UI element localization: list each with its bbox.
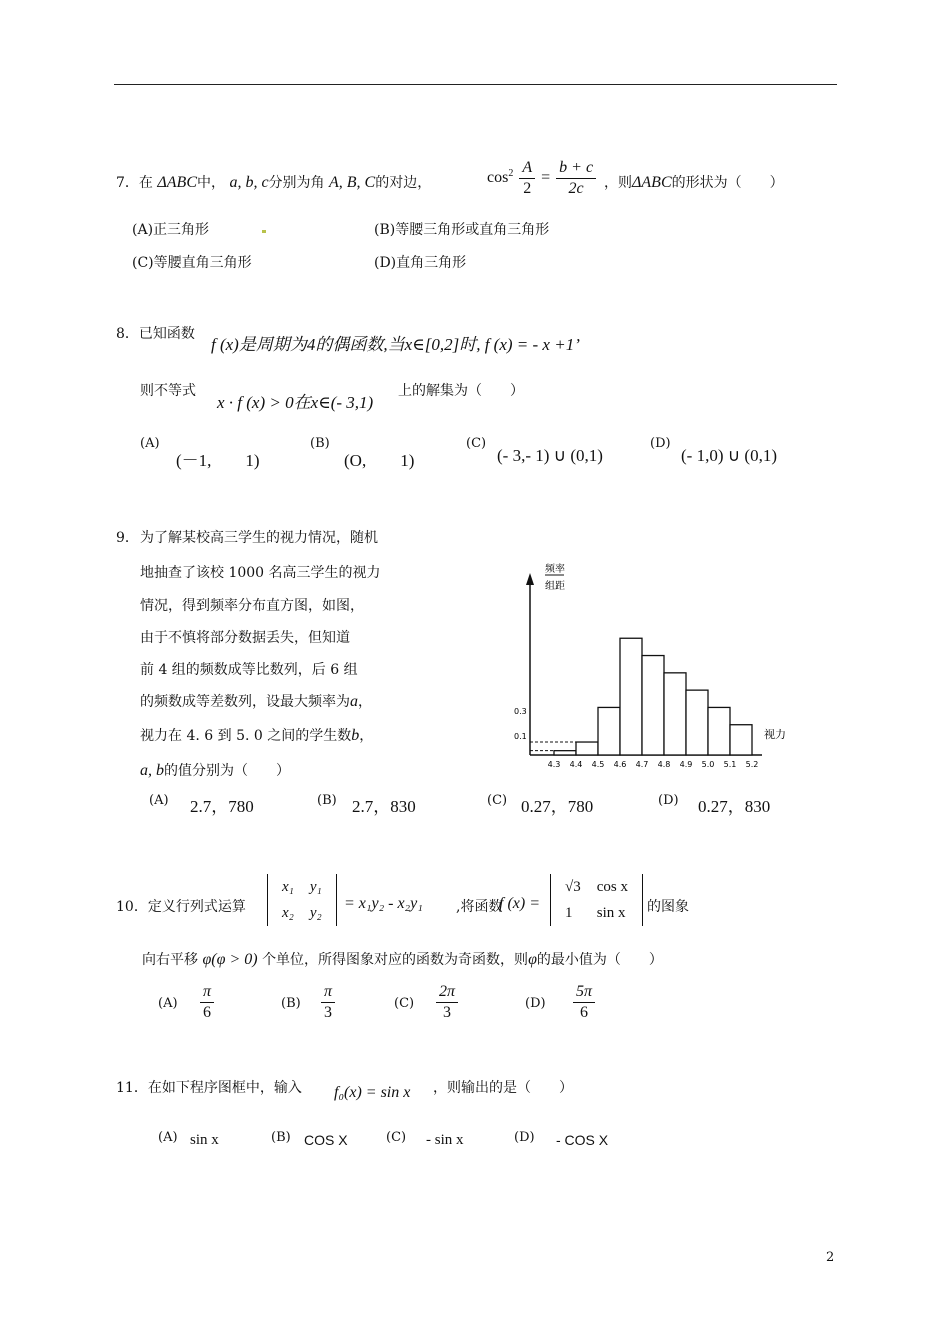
q10-option-a-num: π xyxy=(200,982,214,1003)
q9-line-1: 为了解某校高三学生的视力情况，随机 xyxy=(140,530,378,546)
chart-bar-4.4 xyxy=(576,742,598,755)
q10-line-2 xyxy=(142,949,663,969)
q10-sqrt3: √3 xyxy=(565,879,581,895)
q9-option-b-value: 2.7，830 xyxy=(352,797,416,816)
chart-xtick-4.5: 4.5 xyxy=(591,760,605,769)
q7-text: 在 xyxy=(138,175,153,191)
q9-number: 9． xyxy=(116,530,139,546)
chart-xtick-4.3: 4.3 xyxy=(547,760,561,769)
chart-bar-4.3 xyxy=(554,751,576,755)
chart-bar-4.8 xyxy=(664,673,686,755)
q10-option-d-label: (D) xyxy=(525,996,546,1011)
q9-option-b-label: (B) xyxy=(317,793,337,808)
chart-xtick-4.8: 4.8 xyxy=(657,760,671,769)
q10-option-b-den: 3 xyxy=(324,1004,332,1021)
page-number: 2 xyxy=(826,1250,835,1265)
q7-frac-b-den: 2c xyxy=(568,180,584,197)
q10-rhs: = x₁y₂ - x₂y₁ xyxy=(344,895,423,912)
q11-option-d-label: (D) xyxy=(514,1130,535,1145)
question-8-stem xyxy=(116,323,195,343)
chart-xtick-5.2: 5.2 xyxy=(745,760,759,769)
q7-number: 7． xyxy=(116,175,139,191)
q7-angles: A, B, C xyxy=(329,174,376,191)
q8-formula-1: f (x)是周期为4的偶函数,当x∈[0,2]时, f (x) = - x +1’ xyxy=(211,335,580,354)
q9-comma: ， xyxy=(358,694,372,710)
chart-bar-4.5 xyxy=(598,707,620,755)
q11-option-c-value: - sin x xyxy=(426,1132,464,1148)
q7-text: 中， xyxy=(196,175,225,191)
q10-text: 定义行列式运算 xyxy=(147,899,246,915)
chart-xtick-4.7: 4.7 xyxy=(635,760,649,769)
q7-equals: = xyxy=(541,169,551,187)
q7-triangle: ΔABC xyxy=(157,174,197,191)
q10-y2: y₂ xyxy=(309,905,322,921)
q10-option-d-frac xyxy=(573,982,595,1023)
header-rule xyxy=(114,84,837,85)
q10-option-b-frac xyxy=(321,982,335,1023)
q9-line-2: 地抽查了该校 1000 名高三学生的视力 xyxy=(140,565,381,581)
stray-mark xyxy=(262,230,266,233)
q10-number: 10． xyxy=(116,899,148,915)
question-11-stem xyxy=(116,1077,302,1097)
q10-det-1 xyxy=(267,874,337,926)
q10-x2: x₂ xyxy=(282,905,294,921)
q10-option-d-num: 5π xyxy=(573,982,595,1003)
chart-ylabel-top: 频率 xyxy=(545,564,565,575)
q9-comma: ， xyxy=(359,728,374,744)
q11-option-d-value: - COS X xyxy=(556,1132,609,1148)
q11-option-a-label: (A) xyxy=(158,1130,178,1145)
q10-one: 1 xyxy=(565,905,573,921)
q11-number: 11． xyxy=(116,1080,148,1096)
q7-square: 2 xyxy=(508,167,514,179)
q9-line-7-text: 视力在 4. 6 到 5. 0 之间的学生数 xyxy=(140,728,352,744)
q9-option-a-label: (A) xyxy=(149,793,169,808)
q10-text: 个单位，所得图象对应的函数为奇函数，则 xyxy=(262,952,529,968)
q10-y1: y₁ xyxy=(309,879,322,895)
q7-frac-a xyxy=(519,158,535,199)
q10-text: 向右平移 xyxy=(142,952,198,968)
q10-det-2 xyxy=(550,874,643,926)
q11-option-c-label: (C) xyxy=(386,1130,407,1145)
q8-option-d-label: (D) xyxy=(650,436,671,451)
chart-bar-4.6 xyxy=(620,638,642,755)
q9-option-a-value: 2.7，780 xyxy=(190,797,254,816)
q7-frac-a-num: A xyxy=(519,158,535,179)
q9-line-7 xyxy=(140,725,373,745)
chart-ytick-0.3: 0.3 xyxy=(514,707,527,716)
q10-text-2: ,将函数 xyxy=(456,899,503,915)
q10-option-a-den: 6 xyxy=(203,1004,211,1021)
q7-option-b: (B)等腰三角形或直角三角形 xyxy=(374,222,550,238)
q10-sinx: sin x xyxy=(596,905,626,921)
q10-option-c-value xyxy=(434,982,460,1023)
q10-option-b-num: π xyxy=(321,982,335,1003)
q7-text: 的形状为（ ） xyxy=(671,175,784,191)
q9-line-3: 情况，得到频率分布直方图，如图， xyxy=(140,598,364,614)
chart-bar-4.9 xyxy=(686,690,708,755)
q7-frac-b xyxy=(556,158,596,199)
q8-text: 已知函数 xyxy=(138,326,195,342)
q9-line-5: 前 4 组的频数成等比数列，后 6 组 xyxy=(140,662,358,678)
q9-line-4: 由于不慎将部分数据丢失，但知道 xyxy=(140,630,350,646)
q8-formula-2: x · f (x) > 0在x∈(- 3,1) xyxy=(217,393,374,412)
q10-option-a-frac xyxy=(200,982,214,1023)
q9-line-8 xyxy=(140,760,290,780)
histogram-chart xyxy=(500,555,790,775)
q10-option-d-den: 6 xyxy=(580,1004,588,1021)
q10-text: 的最小值为（ ） xyxy=(536,952,663,968)
q7-triangle: ΔABC xyxy=(632,174,672,191)
q9-var-b: b xyxy=(351,727,360,744)
q7-cos: cos xyxy=(487,169,509,187)
q8-option-c-label: (C) xyxy=(466,436,487,451)
q10-option-c-label: (C) xyxy=(394,996,415,1011)
q10-determinant-f xyxy=(550,874,643,926)
q11-text: 在如下程序图框中，输入 xyxy=(147,1080,302,1096)
q10-option-a-value xyxy=(198,982,216,1023)
chart-xtick-5.1: 5.1 xyxy=(723,760,737,769)
q8-option-b-label: (B) xyxy=(310,436,330,451)
q9-option-d-label: (D) xyxy=(658,793,679,808)
chart-bar-4.7 xyxy=(642,656,664,755)
q8-option-b-value: (O, 1) xyxy=(344,451,415,470)
q7-sides: a, b, c xyxy=(229,174,269,191)
q7-option-d: (D)直角三角形 xyxy=(374,255,467,271)
q11-f0: f₀(x) = sin x xyxy=(334,1084,411,1101)
q7-formula xyxy=(487,158,598,199)
q7-frac-b-num: b + c xyxy=(556,158,596,179)
q10-phi-condition: φ(φ > 0) xyxy=(202,951,258,968)
q8-option-a-label: (A) xyxy=(140,436,160,451)
q7-text: ，则 xyxy=(604,175,632,191)
q7-text: 的对边， xyxy=(375,175,432,191)
q10-x1: x₁ xyxy=(282,879,294,895)
q7-stem-tail xyxy=(604,172,784,192)
q8-option-a-value: (－1, 1) xyxy=(176,451,260,470)
q7-option-c: (C)等腰直角三角形 xyxy=(132,255,252,271)
q8-option-d-value: (- 1,0) ∪ (0,1) xyxy=(681,446,777,465)
q11-option-b-label: (B) xyxy=(271,1130,291,1145)
q7-frac-a-den: 2 xyxy=(523,180,532,197)
q11-text-2: ，则输出的是（ ） xyxy=(433,1080,573,1096)
q10-cosx: cos x xyxy=(596,879,628,895)
chart-xticks xyxy=(548,760,759,769)
q10-option-d-value xyxy=(571,982,597,1023)
chart-bar-5.0 xyxy=(708,707,730,755)
chart-xtick-5.0: 5.0 xyxy=(701,760,715,769)
q10-phi: φ xyxy=(528,951,537,968)
q8-text-3: 上的解集为（ ） xyxy=(398,383,524,399)
q10-option-b-label: (B) xyxy=(281,996,301,1011)
q11-option-a-value: sin x xyxy=(190,1132,219,1148)
q8-number: 8． xyxy=(116,326,139,342)
q10-option-a-label: (A) xyxy=(158,996,178,1011)
chart-ylabel-bottom: 组距 xyxy=(545,581,565,592)
question-7-stem xyxy=(116,172,431,192)
q9-line-6-text: 的频数成等差数列，设最大频率为 xyxy=(140,694,350,710)
q10-fx: f (x) = xyxy=(499,895,540,912)
q9-line-6 xyxy=(140,691,372,711)
q10-text-3: 的图象 xyxy=(647,899,689,915)
q10-option-c-frac xyxy=(436,982,458,1023)
chart-ytick-0.1: 0.1 xyxy=(514,732,527,741)
q8-option-c-value: (- 3,- 1) ∪ (0,1) xyxy=(497,446,603,465)
chart-y-arrow xyxy=(526,573,534,585)
q10-option-c-num: 2π xyxy=(436,982,458,1003)
question-10-stem xyxy=(116,896,246,916)
chart-xtick-4.4: 4.4 xyxy=(569,760,583,769)
chart-bars xyxy=(554,638,752,755)
q9-var-ab: a, b xyxy=(140,762,164,779)
q9-line-8-text: 的值分别为（ ） xyxy=(164,763,290,779)
q9-option-d-value: 0.27，830 xyxy=(698,797,771,816)
q9-var-a: a xyxy=(350,693,358,710)
q10-option-b-value xyxy=(319,982,337,1023)
q9-option-c-value: 0.27，780 xyxy=(521,797,594,816)
q11-option-b-value: COS X xyxy=(304,1132,348,1148)
q7-option-a: (A)正三角形 xyxy=(132,222,210,238)
q7-text: 分别为角 xyxy=(268,175,325,191)
q8-text-2: 则不等式 xyxy=(140,383,196,399)
q10-determinant-def xyxy=(267,874,337,926)
chart-xtick-4.6: 4.6 xyxy=(613,760,627,769)
chart-bar-5.1 xyxy=(730,725,752,755)
chart-xlabel: 视力 xyxy=(764,728,786,741)
q9-option-c-label: (C) xyxy=(487,793,508,808)
q10-option-c-den: 3 xyxy=(443,1004,451,1021)
chart-xtick-4.9: 4.9 xyxy=(679,760,693,769)
